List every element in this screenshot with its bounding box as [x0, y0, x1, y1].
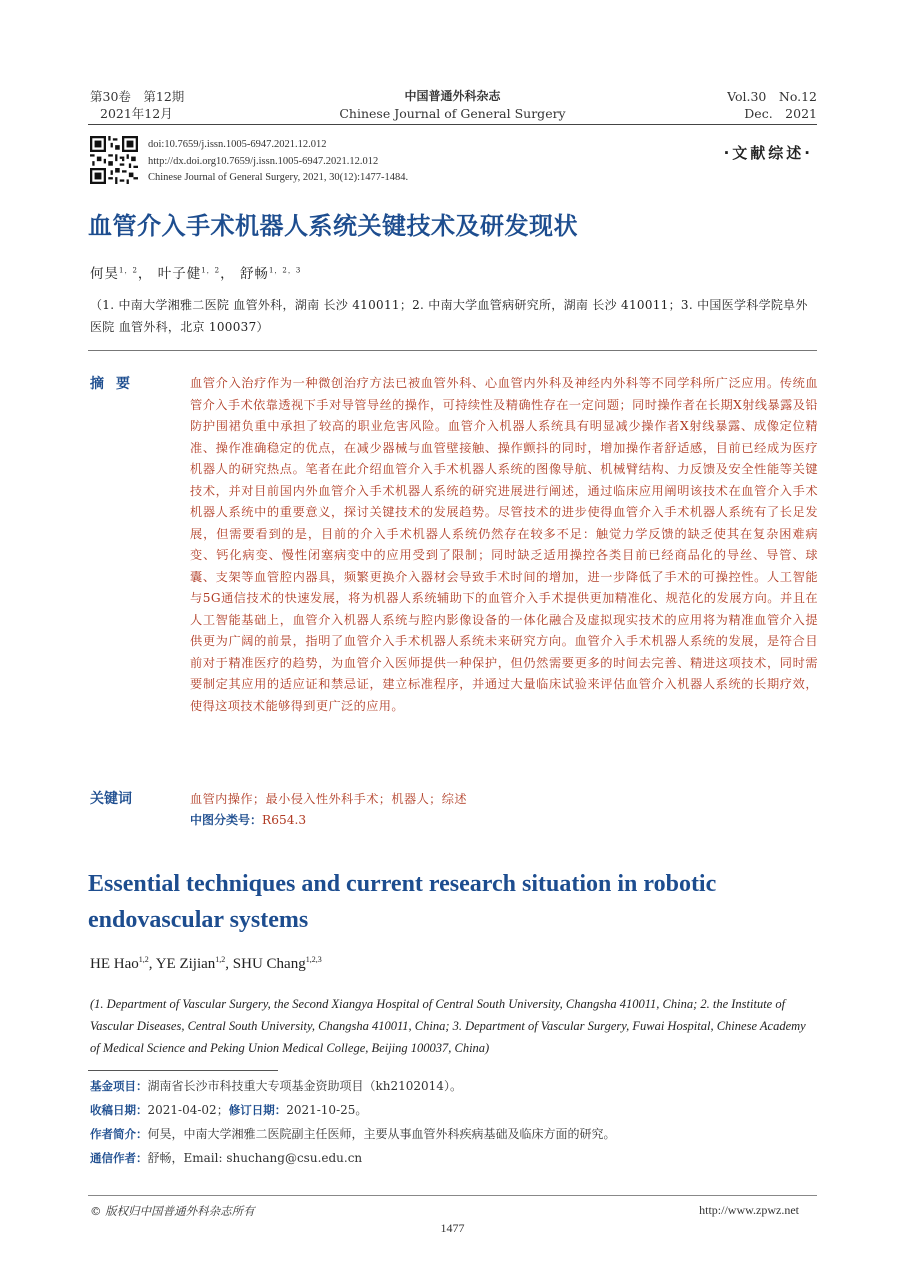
journal-name-cn: 中国普通外科杂志	[404, 89, 501, 103]
website-link[interactable]: http://www.zpwz.net	[699, 1203, 799, 1217]
clc-number	[190, 811, 306, 828]
section-tag: ·文献综述·	[723, 144, 813, 162]
divider	[88, 350, 817, 351]
doi-text: doi:10.7659/j.issn.1005-6947.2021.12.012	[148, 139, 327, 150]
issue-date: 2021年12月	[100, 106, 173, 121]
clc-label: 中图分类号：	[190, 813, 263, 827]
keywords-label: 关键词	[90, 791, 132, 807]
author-affil-sup: 1,2	[215, 955, 226, 964]
abstract-label: 摘要	[90, 376, 142, 392]
vol-no: Vol.30 No.12	[727, 89, 817, 104]
fund-label: 基金项目：	[90, 1079, 148, 1093]
received-label: 收稿日期：	[90, 1103, 148, 1117]
abstract-text: 血管介入治疗作为一种微创治疗方法已被血管外科、心血管内外科及神经内外科等不同学科所广泛应用。传统血管介入手术依靠透视下手对导管导丝的操作，可持续性及精确性存在一定问题；同时操作者在长期X射线暴露及铅防护围裙负重中承担了较高的职业危害风险。血管介入机器人系统具有明显减少操作者X射线暴露、成像定位精准、操作准确稳定的优点，在减少器械与血管壁接触、操作颤抖的同时，增加操作者舒适感，目前已经成为医疗机器人的研究热点。笔者在此介绍血管介入手术机器人系统的图像导航、机械臂结构、力反馈及安全性能等关键技术，并对目前国内外血管介入手术机器人系统的研究进展进行阐述，通过临床应用阐明该技术在血管介入手术机器人系统中的重要意义，探讨关键技术的发展趋势。尽管技术的进步使得血管介入手术机器人系统有了长足发展，但需要看到的是，目前的介入手术机器人系统仍然存在较多不足：触觉力学反馈的缺乏使其在复杂困难病变、钙化病变、慢性闭塞病变中的应用受到了限制；同时缺乏适用操控各类目前已经商品化的导丝、导管、球囊、支架等血管腔内器具，频繁更换介入器材会导致手术时间的增加，进一步降低了手术的可操控性。人工智能与5G通信技术的快速发展，将为机器人系统辅助下的血管介入手术提供更加精准化、规范化的发展方向。并且在人工智能基础上，血管介入机器人系统与腔内影像设备的一体化融合及虚拟现实技术的应用将为精准血管介入提供更为广阔的前景，指明了血管介入手术机器人系统未来研究方向。血管介入手术机器人系统的发展，是符合目前对于精准医疗的趋势，为血管介入医师提供一种保护，但仍然需要更多的时间去完善、精进这项技术，同时需要制定其应用的适应证和禁忌证，建立标准程序，并通过大量临床试验来评估血管介入机器人系统的长期疗效，使得这项技术能够得到更广泛的应用。	[190, 376, 818, 713]
date-en: Dec. 2021	[744, 106, 817, 121]
author-separator: ，	[137, 266, 153, 282]
corresponding-note	[90, 1149, 362, 1166]
citation-text: Chinese Journal of General Surgery, 2021, 30(12):1477-1484.	[148, 172, 409, 183]
clc-value: R654.3	[262, 813, 307, 827]
authors-cn	[90, 262, 301, 282]
author-separator: ,	[148, 956, 156, 972]
fund-note	[90, 1077, 462, 1094]
author-affil-sup: 1，2	[119, 266, 138, 275]
header-rule	[88, 124, 817, 125]
author-separator: ，	[220, 266, 235, 282]
doi-block	[148, 137, 408, 187]
author-name-en: HE Hao	[90, 956, 139, 972]
issue-info	[90, 88, 184, 122]
author-name: 何昊	[90, 266, 119, 282]
footer-rule	[88, 1195, 817, 1196]
author-affil-sup: 1，2，3	[268, 266, 302, 275]
fund-text: 湖南省长沙市科技重大专项基金资助项目（kh2102014）。	[147, 1079, 462, 1093]
issue-info-en	[727, 88, 817, 122]
author-affil-sup: 1,2,3	[305, 955, 322, 964]
author-affil-sup: 1，2	[201, 266, 221, 275]
author-name-en: SHU Chang	[232, 956, 306, 972]
article-title-en: Essential techniques and current research situation in robotic endovascular systems	[88, 871, 717, 933]
author-bio-text: 何昊，中南大学湘雅二医院副主任医师，主要从事血管外科疾病基础及临床方面的研究。	[147, 1127, 616, 1141]
received-date: 2021-04-02；	[147, 1103, 229, 1117]
page-number: 1477	[440, 1221, 465, 1235]
footnote-rule	[88, 1070, 278, 1071]
author-affil-sup: 1,2	[138, 955, 149, 964]
corresponding-text: 舒畅，Email: shuchang@csu.edu.cn	[147, 1151, 363, 1165]
author-name-en: YE Zijian	[155, 956, 216, 972]
volume-issue: 第30卷 第12期	[90, 89, 185, 104]
corresponding-label: 通信作者：	[90, 1151, 148, 1165]
article-title-cn: 血管介入手术机器人系统关键技术及研发现状	[88, 212, 578, 240]
affiliation-cn: （1. 中南大学湘雅二医院 血管外科，湖南 长沙 410011；2. 中南大学血管病研究所，湖南 长沙 410011；3. 中国医学科学院阜外医院 血管外科，北京 100037）	[90, 298, 808, 334]
doi-url-link[interactable]: http://dx.doi.org10.7659/j.issn.1005-6947.2021.12.012	[148, 155, 379, 167]
keywords-text: 血管内操作；最小侵入性外科手术；机器人；综述	[190, 792, 467, 806]
revised-date: 2021-10-25。	[286, 1103, 368, 1117]
journal-name-en: Chinese Journal of General Surgery	[339, 106, 566, 121]
author-bio-label: 作者简介：	[90, 1127, 148, 1141]
qr-code-icon	[90, 136, 138, 184]
copyright-text: © 版权归中国普通外科杂志所有	[90, 1204, 255, 1218]
author-name: 舒畅	[239, 266, 269, 282]
revised-label: 修订日期：	[228, 1103, 287, 1117]
affiliation-en: (1. Department of Vascular Surgery, the Second Xiangya Hospital of Central South University, Changsha 410011, China; 2. the Institute of Vascular Diseases, Central South University, Changsha 410011, China; 3. Department of Vascular Surgery, Fuwai Hospital, Chinese Academy of Medical Science and Peking Union Medical College, Beijing 100037, China)	[90, 997, 806, 1055]
journal-name	[300, 88, 605, 122]
author-name: 叶子健	[157, 266, 202, 282]
dates-note	[90, 1101, 367, 1118]
authors-en	[90, 955, 322, 973]
author-separator: ,	[225, 956, 233, 972]
author-bio-note	[90, 1125, 616, 1142]
